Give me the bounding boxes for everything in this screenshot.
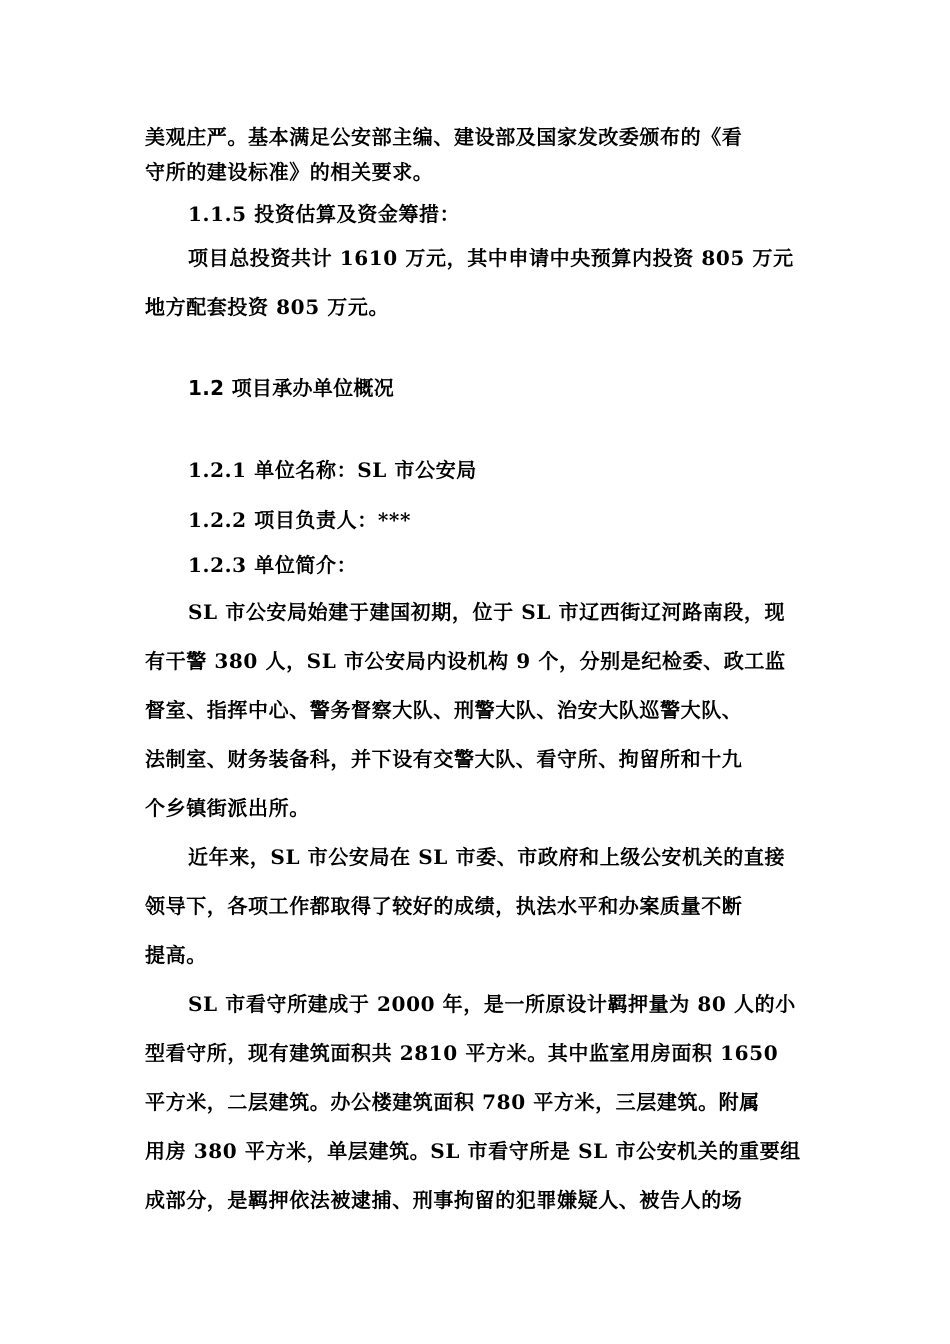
body-text-line: 型看守所，现有建筑面积共 2810 平方米。其中监室用房面积 1650 bbox=[145, 1041, 779, 1065]
body-text-line: SL 市公安局始建于建国初期，位于 SL 市辽西街辽河路南段，现 bbox=[188, 600, 786, 624]
section-heading: 1.2 项目承办单位概况 bbox=[188, 376, 394, 400]
body-text-line: 项目总投资共计 1610 万元，其中申请中央预算内投资 805 万元 bbox=[188, 246, 794, 270]
subsection-heading: 1.2.2 项目负责人：*** bbox=[188, 508, 412, 532]
body-text-line: 地方配套投资 805 万元。 bbox=[145, 295, 390, 319]
body-text-line: 近年来，SL 市公安局在 SL 市委、市政府和上级公安机关的直接 bbox=[188, 845, 786, 869]
body-text-line: 用房 380 平方米，单层建筑。SL 市看守所是 SL 市公安机关的重要组 bbox=[145, 1139, 801, 1163]
body-text-line: 守所的建设标准》的相关要求。 bbox=[145, 160, 434, 184]
body-text-line: 督室、指挥中心、警务督察大队、刑警大队、治安大队巡警大队、 bbox=[145, 698, 743, 722]
body-text-line: 个乡镇街派出所。 bbox=[145, 796, 310, 820]
body-text-line: 法制室、财务装备科，并下设有交警大队、看守所、拘留所和十九 bbox=[145, 747, 743, 771]
body-text-line: 有干警 380 人，SL 市公安局内设机构 9 个，分别是纪检委、政工监 bbox=[145, 649, 786, 673]
subsection-heading: 1.2.1 单位名称：SL 市公安局 bbox=[188, 458, 477, 482]
body-text-line: 平方米，二层建筑。办公楼建筑面积 780 平方米，三层建筑。附属 bbox=[145, 1090, 760, 1114]
body-text-line: 成部分，是羁押依法被逮捕、刑事拘留的犯罪嫌疑人、被告人的场 bbox=[145, 1188, 743, 1212]
subsection-heading: 1.2.3 单位简介： bbox=[188, 553, 358, 577]
body-text-line: 领导下，各项工作都取得了较好的成绩，执法水平和办案质量不断 bbox=[145, 894, 743, 918]
subsection-heading: 1.1.5 投资估算及资金筹措： bbox=[188, 202, 461, 226]
body-text-line: 美观庄严。基本满足公安部主编、建设部及国家发改委颁布的《看 bbox=[145, 125, 743, 149]
body-text-line: 提高。 bbox=[145, 943, 207, 967]
body-text-line: SL 市看守所建成于 2000 年，是一所原设计羁押量为 80 人的小 bbox=[188, 992, 796, 1016]
